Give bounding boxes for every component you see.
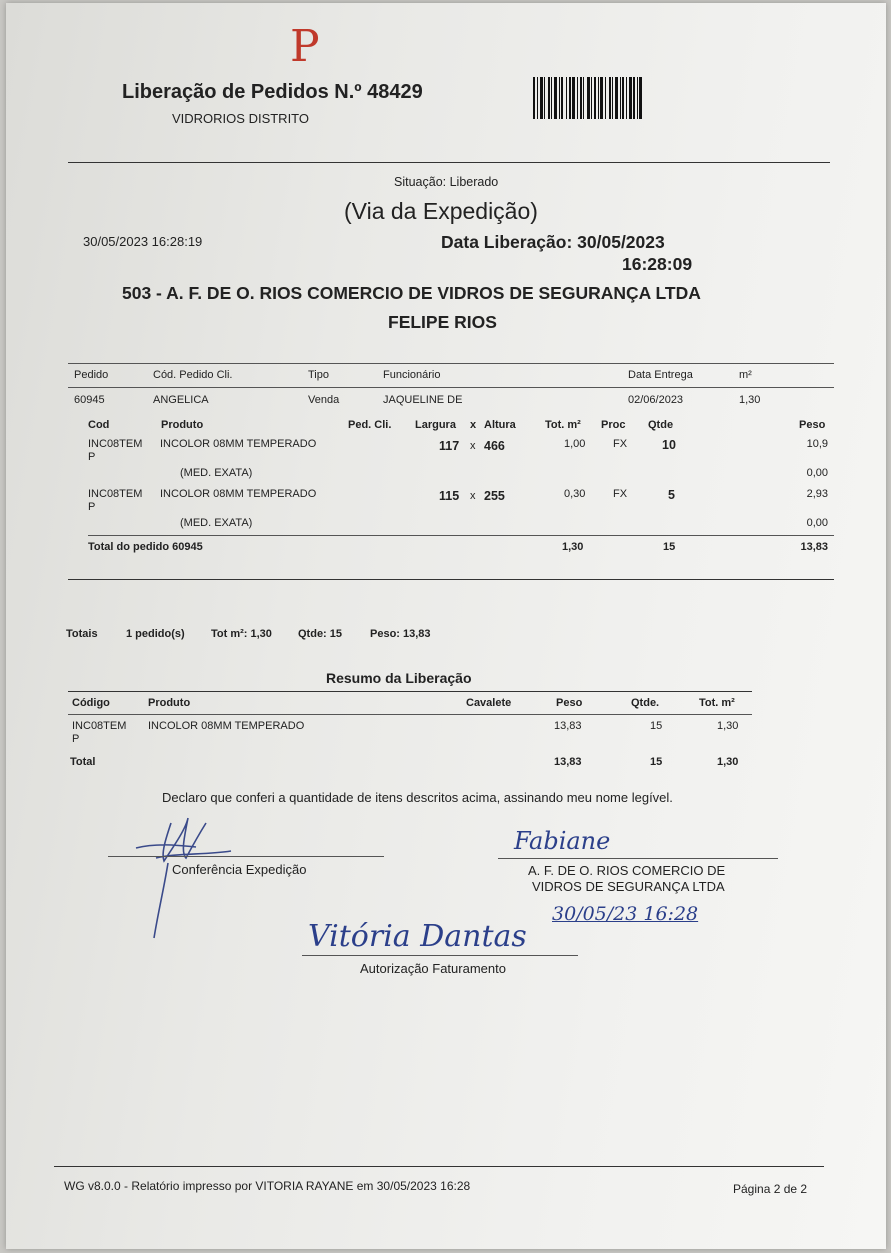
order-total-rule [88,535,834,536]
footer-left: WG v8.0.0 - Relatório impresso por VITORIA RAYANE em 30/05/2023 16:28 [64,1179,471,1193]
situation: Situação: Liberado [394,175,499,189]
summary-header-rule [68,714,752,715]
barcode [533,77,667,119]
summary-total-m2: 1,30 [717,756,739,768]
col-m2: m² [739,369,752,381]
summary-row-peso: 13,83 [554,720,582,732]
order-total-label: Total do pedido 60945 [88,541,203,553]
item-col-proc: Proc [601,419,626,431]
totals-qtde: Qtde: 15 [298,628,343,640]
summary-total-qtde: 15 [650,756,663,768]
item-col-tot-m2: Tot. m² [545,419,581,431]
copy-label: (Via da Expedição) [344,198,538,224]
item-1-proc: FX [613,438,628,450]
client-name-line1: A. F. DE O. RIOS COMERCIO DE [528,863,726,878]
client-date-handwritten: 30/05/23 16:28 [552,903,699,925]
order-cod-cli: ANGELICA [153,394,209,406]
summary-row-produto: INCOLOR 08MM TEMPERADO [148,720,305,732]
order-m2: 1,30 [739,394,761,406]
item-col-x: x [470,419,477,431]
totals-pedidos: 1 pedido(s) [126,628,185,640]
summary-row-codigo: INC08TEM [72,720,127,732]
conferencia-line [108,856,384,857]
footer-rule [54,1166,824,1167]
item-col-altura: Altura [484,419,516,431]
customer-name: FELIPE RIOS [388,312,497,332]
order-total-qtde: 15 [663,541,676,553]
item-col-ped-cli: Ped. Cli. [348,419,392,431]
authorization-line [302,955,578,956]
summary-title: Resumo da Liberação [326,670,472,686]
order-top-rule [68,363,834,364]
item-1-tot-m2: 1,00 [564,438,586,450]
item-2-x: x [470,490,476,502]
item-2-tot-m2: 0,30 [564,488,586,500]
col-pedido: Pedido [74,369,109,381]
item-2-note: (MED. EXATA) [180,517,253,529]
release-time: 16:28:09 [622,254,693,274]
item-2-qtde: 5 [668,488,675,502]
item-2-largura: 115 [439,489,460,503]
col-cod-cli: Cód. Pedido Cli. [153,369,233,381]
item-1-produto: INCOLOR 08MM TEMPERADO [160,438,317,450]
totals-label: Totais [66,628,98,640]
summary-top-rule [68,691,752,692]
summary-row-qtde: 15 [650,720,663,732]
document-title: Liberação de Pedidos N.º 48429 [122,81,423,103]
header-divider [68,162,830,163]
order-data-entrega: 02/06/2023 [628,394,684,406]
item-2-cod: INC08TEM [88,488,143,500]
item-1-peso: 10,9 [806,438,828,450]
order-total-peso: 13,83 [800,541,828,553]
summary-col-produto: Produto [148,697,191,709]
item-1-cod-cont: P [88,451,96,463]
summary-row-codigo-cont: P [72,733,80,745]
authorization-label: Autorização Faturamento [360,961,506,976]
item-1-x: x [470,440,476,452]
conferencia-label: Conferência Expedição [172,862,307,877]
company-name: VIDRORIOS DISTRITO [172,111,309,126]
client-line [498,858,778,859]
col-funcionario: Funcionário [383,369,441,381]
item-col-largura: Largura [415,419,456,431]
handwritten-mark: P [290,21,320,72]
item-2-note-peso: 0,00 [806,517,828,529]
item-1-largura: 117 [439,439,460,453]
customer-line: 503 - A. F. DE O. RIOS COMERCIO DE VIDROS DE SEGURANÇA LTDA [122,283,701,303]
totals-m2: Tot m²: 1,30 [211,628,272,640]
item-2-proc: FX [613,488,628,500]
order-header-rule [68,387,834,388]
item-1-note-peso: 0,00 [806,467,828,479]
footer-right: Página 2 de 2 [733,1182,808,1196]
item-1-qtde: 10 [662,438,676,452]
printed-at: 30/05/2023 16:28:19 [83,234,203,249]
summary-col-qtde: Qtde. [631,697,660,709]
item-1-altura: 466 [484,439,505,453]
totals-peso: Peso: 13,83 [370,628,431,640]
item-1-note: (MED. EXATA) [180,467,253,479]
order-tipo: Venda [308,394,340,406]
item-1-cod: INC08TEM [88,438,143,450]
item-col-produto: Produto [161,419,204,431]
summary-col-codigo: Código [72,697,110,709]
client-name-line2: VIDROS DE SEGURANÇA LTDA [532,879,725,894]
col-data-entrega: Data Entrega [628,369,693,381]
summary-col-tot-m2: Tot. m² [699,697,735,709]
item-col-cod: Cod [88,419,110,431]
order-total-m2: 1,30 [562,541,584,553]
order-pedido: 60945 [74,394,105,406]
col-tipo: Tipo [308,369,329,381]
declaration-text: Declaro que conferi a quantidade de itens descritos acima, assinando meu nome legível. [162,790,673,805]
authorization-signature: Vitória Dantas [308,919,527,954]
summary-col-cavalete: Cavalete [466,697,512,709]
release-date: Data Liberação: 30/05/2023 [441,232,665,252]
summary-row-tot-m2: 1,30 [717,720,739,732]
document-page [6,3,886,1249]
item-2-cod-cont: P [88,501,96,513]
item-2-altura: 255 [484,489,505,503]
item-2-produto: INCOLOR 08MM TEMPERADO [160,488,317,500]
order-funcionario: JAQUELINE DE [383,394,463,406]
summary-total-peso: 13,83 [554,756,582,768]
item-col-qtde: Qtde [648,419,674,431]
client-signature: Fabiane [514,827,611,855]
summary-total-label: Total [70,756,96,768]
item-col-peso: Peso [799,419,826,431]
summary-col-peso: Peso [556,697,583,709]
item-2-peso: 2,93 [806,488,828,500]
order-bottom-rule [68,579,834,580]
